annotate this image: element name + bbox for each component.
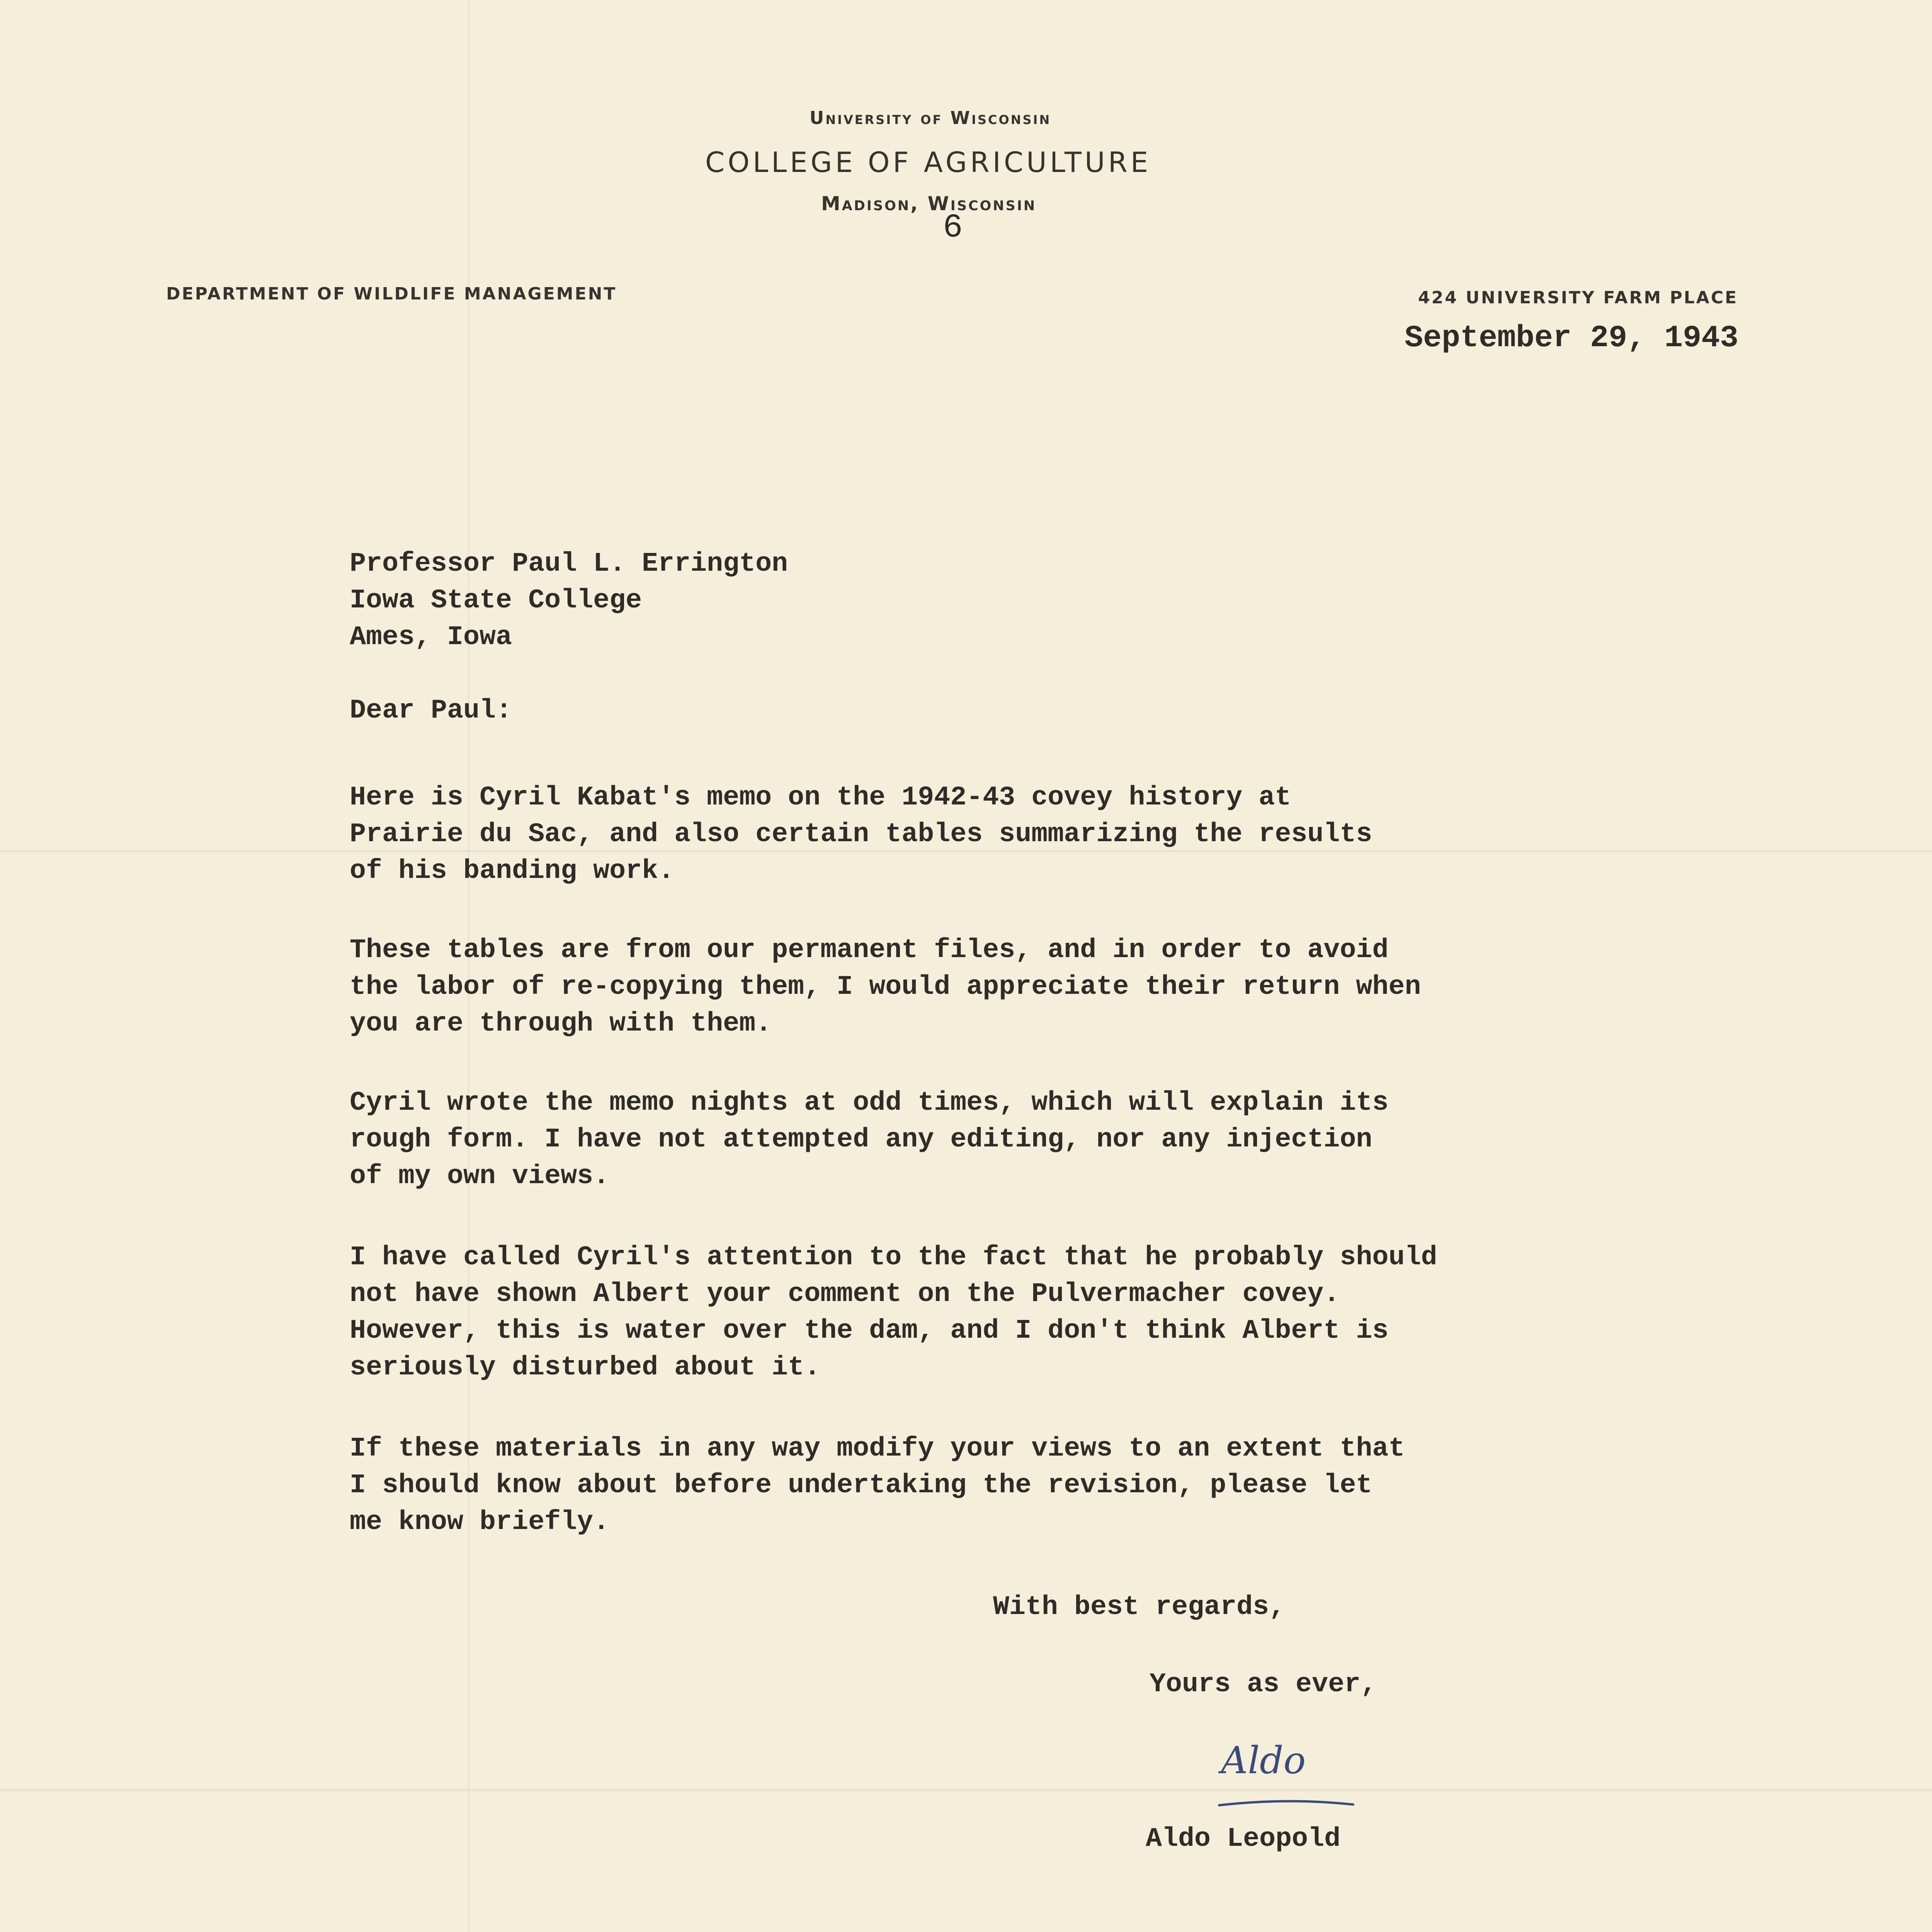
zone-number: 6 [943, 209, 963, 247]
paragraph-line: Cyril wrote the memo nights at odd times, which will explain its [350, 1088, 1389, 1118]
paragraph-line: you are through with them. [350, 1009, 772, 1039]
letter-date: September 29, 1943 [1405, 321, 1739, 356]
paragraph-line: seriously disturbed about it. [350, 1352, 821, 1383]
paragraph-line: However, this is water over the dam, and I don't think Albert is [350, 1316, 1389, 1346]
recipient-city: Ames, Iowa [350, 622, 512, 653]
signer-name: Aldo Leopold [1146, 1824, 1341, 1854]
paragraph-line: not have shown Albert your comment on the Pulvermacher covey. [350, 1279, 1340, 1310]
letterhead-street-address: 424 UNIVERSITY FARM PLACE [1418, 288, 1738, 308]
letterhead-university: University of Wisconsin [810, 107, 1051, 128]
paragraph-line: the labor of re-copying them, I would appreciate their return when [350, 972, 1421, 1002]
handwritten-signature: Aldo [1221, 1739, 1306, 1782]
paragraph-line: of my own views. [350, 1161, 610, 1192]
closing-regards: With best regards, [993, 1592, 1286, 1622]
signature-underline [1217, 1797, 1356, 1812]
paragraph-line: me know briefly. [350, 1507, 610, 1537]
paragraph-line: Here is Cyril Kabat's memo on the 1942-43 covey history at [350, 782, 1291, 813]
salutation: Dear Paul: [350, 696, 512, 726]
paragraph-line: If these materials in any way modify your views to an extent that [350, 1434, 1405, 1464]
recipient-name: Professor Paul L. Errington [350, 549, 788, 579]
paragraph-line: I have called Cyril's attention to the fact that he probably should [350, 1242, 1437, 1273]
paragraph-line: These tables are from our permanent files, and in order to avoid [350, 935, 1389, 966]
paragraph-line: I should know about before undertaking the revision, please let [350, 1470, 1372, 1501]
paragraph-line: Prairie du Sac, and also certain tables summarizing the results [350, 819, 1372, 850]
closing-valediction: Yours as ever, [1150, 1669, 1377, 1700]
paragraph-line: of his banding work. [350, 856, 675, 886]
fold-crease-lower [0, 1789, 1932, 1791]
letterhead-department: DEPARTMENT OF WILDLIFE MANAGEMENT [166, 284, 617, 304]
letterhead-location: Madison, Wisconsin [821, 192, 1037, 215]
paragraph-line: rough form. I have not attempted any editing, nor any injection [350, 1124, 1372, 1155]
fold-crease-upper [0, 850, 1932, 852]
recipient-institution: Iowa State College [350, 585, 642, 616]
letterhead-college: COLLEGE OF AGRICULTURE [705, 146, 1151, 179]
